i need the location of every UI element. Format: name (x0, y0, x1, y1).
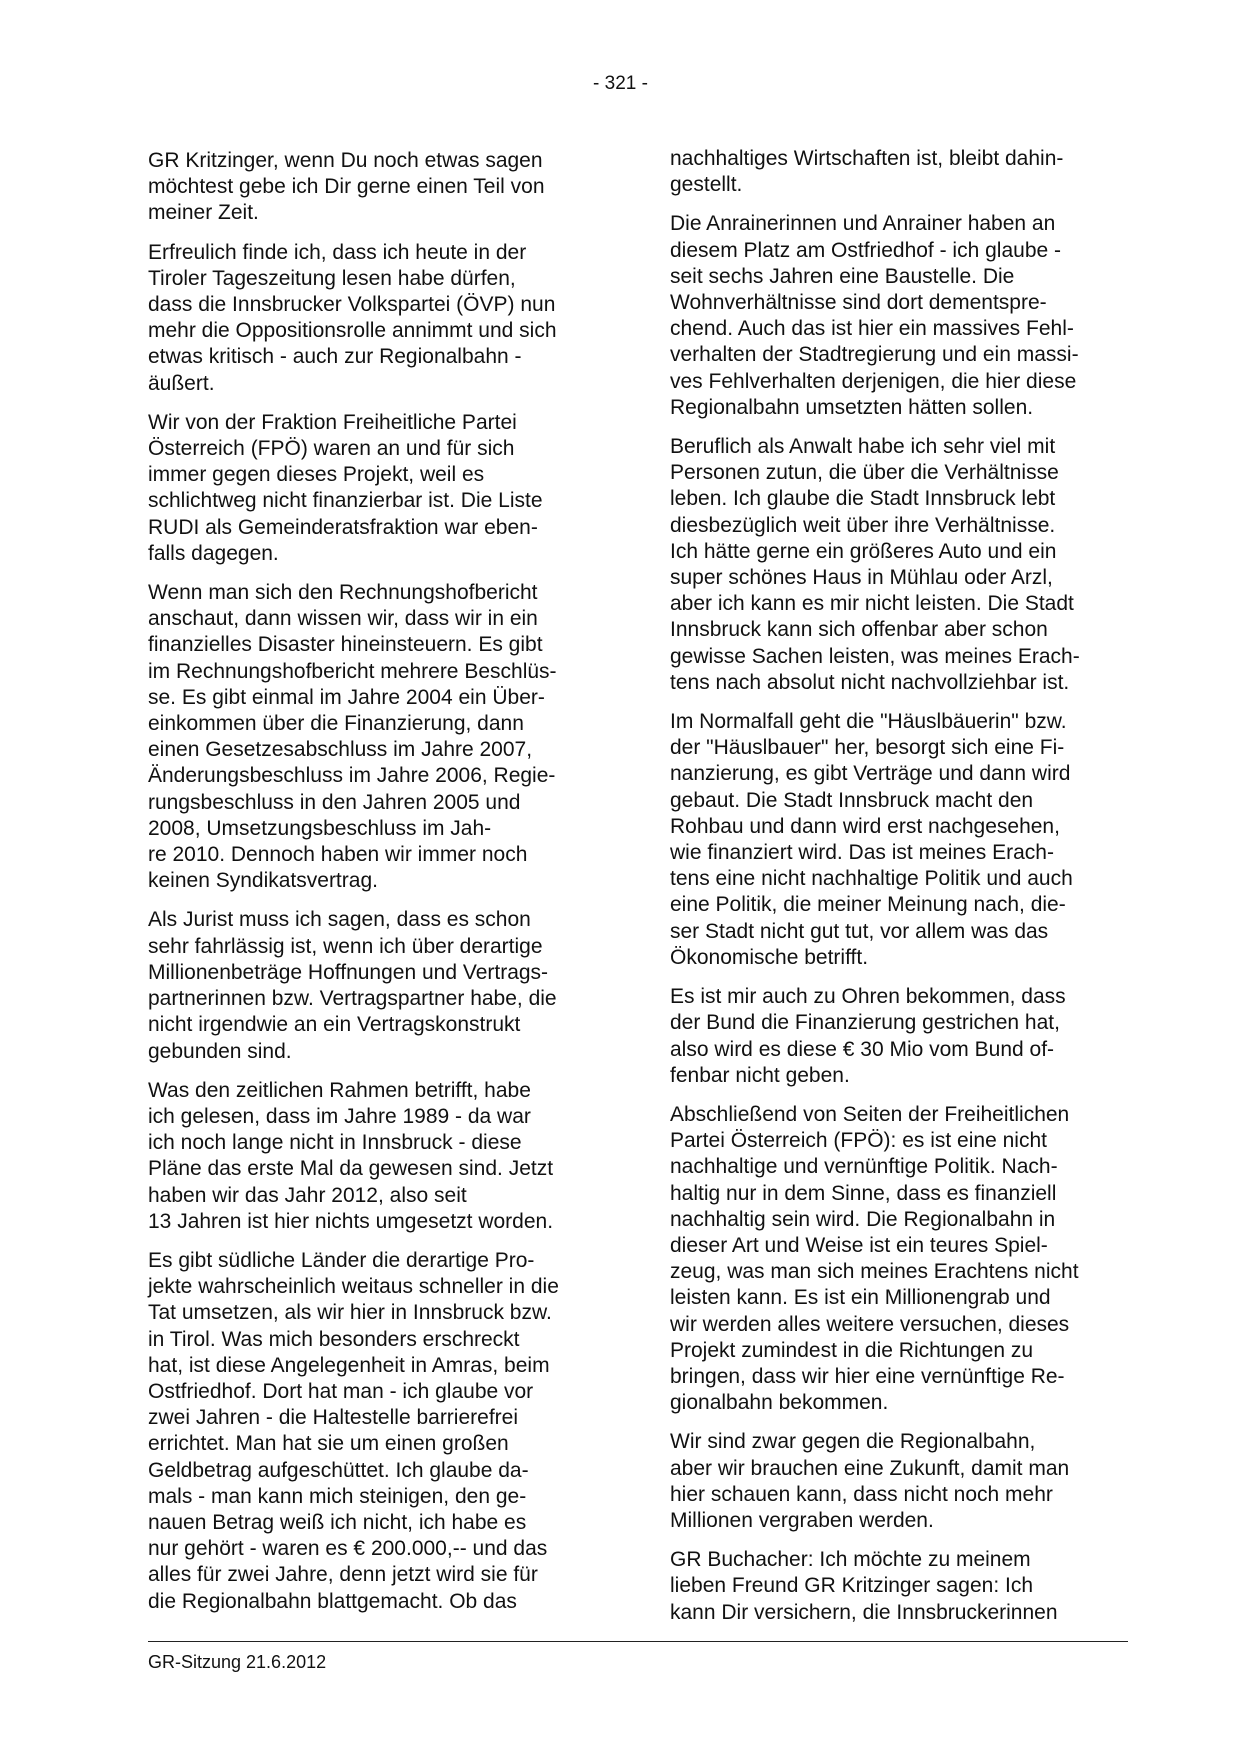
paragraph: Im Normalfall geht die "Häuslbäuerin" bzw. der "Häuslbauer" her, besorgt sich eine Fi- nanzierung, es gibt Verträge und dann wird gebaut. Die Stadt Innsbruck macht den Rohbau und dann wird erst nachgesehen, wie finanziert wird. Das ist meines Erach- tens eine nicht nachhaltige Politik und auch eine Politik, die meiner Meinung nach, die- ser Stadt nicht gut tut, vor allem was das Ökonomische betrifft. (670, 710, 1073, 969)
paragraph: Wenn man sich den Rechnungshofbericht anschaut, dann wissen wir, dass wir in ein finanzielles Disaster hineinsteuern. Es gibt im Rechnungshofbericht mehrere Beschlüs- se. Es gibt einmal im Jahre 2004 ein Über- einkommen über die Finanzierung, dann einen Gesetzesabschluss im Jahre 2007, Änderungsbeschluss im Jahre 2006, Regie- rungsbeschluss in den Jahren 2005 und 2008, Umsetzungsbeschluss im Jah- re 2010. Dennoch haben wir immer noch keinen Syndikatsvertrag. (148, 581, 557, 893)
paragraph: Die Anrainerinnen und Anrainer haben an diesem Platz am Ostfriedhof - ich glaube - seit sechs Jahren eine Baustelle. Die Wohnverhältnisse sind dort dementspre- chend. Auch das ist hier ein massives Fehl- verhalten der Stadtregierung und ein massi- ves Fehlverhalten derjenigen, die hier diese Regionalbahn umsetzten hätten sollen. (670, 212, 1079, 419)
paragraph: Es ist mir auch zu Ohren bekommen, dass der Bund die Finanzierung gestrichen hat, also wird es diese € 30 Mio vom Bund of- fenbar nicht geben. (670, 985, 1066, 1087)
right-column (670, 146, 1128, 1639)
paragraph: Es gibt südliche Länder die derartige Pro- jekte wahrscheinlich weitaus schneller in die Tat umsetzen, als wir hier in Innsbruck bzw. in Tirol. Was mich besonders erschreckt hat, ist diese Angelegenheit in Amras, beim Ostfriedhof. Dort hat man - ich glaube vor zwei Jahren - die Haltestelle barrierefrei errichtet. Man hat sie um einen großen Geldbetrag aufgeschüttet. Ich glaube da- mals - man kann mich steinigen, den ge- nauen Betrag weiß ich nicht, ich habe es nur gehört - waren es € 200.000,-- und das alles für zwei Jahre, denn jetzt wird sie für die Regionalbahn blattgemacht. Ob das (148, 1248, 559, 1613)
left-column (148, 148, 600, 1628)
paragraph: Erfreulich finde ich, dass ich heute in der Tiroler Tageszeitung lesen habe dürfen, dass die Innsbrucker Volkspartei (ÖVP) nun mehr die Oppositionsrolle annimmt und sich etwas kritisch - auch zur Regionalbahn - äußert. (148, 240, 557, 395)
paragraph: GR Buchacher: Ich möchte zu meinem lieben Freund GR Kritzinger sagen: Ich kann Dir versichern, die Innsbruckerinnen (670, 1548, 1058, 1624)
paragraph: Abschließend von Seiten der Freiheitlichen Partei Österreich (FPÖ): es ist eine nicht nachhaltige und vernünftige Politik. Nach- haltig nur in dem Sinne, dass es finanziell nachhaltig sein wird. Die Regionalbahn in dieser Art und Weise ist ein teures Spiel- zeug, was man sich meines Erachtens nicht leisten kann. Es ist ein Millionengrab und wir werden alles weitere versuchen, dieses Projekt zumindest in die Richtungen zu bringen, dass wir hier eine vernünftige Re- gionalbahn bekommen. (670, 1102, 1079, 1415)
paragraph: Als Jurist muss ich sagen, dass es schon sehr fahrlässig ist, wenn ich über derartige Millionenbeträge Hoffnungen und Vertrags- partnerinnen bzw. Vertragspartner habe, die nicht irgendwie an ein Vertragskonstrukt gebunden sind. (148, 908, 557, 1063)
paragraph: nachhaltiges Wirtschaften ist, bleibt dahin- gestellt. (670, 147, 1064, 197)
paragraph: GR Kritzinger, wenn Du noch etwas sagen möchtest gebe ich Dir gerne einen Teil von meiner Zeit. (148, 149, 545, 225)
footer-session-label: GR-Sitzung 21.6.2012 (148, 1652, 327, 1672)
paragraph: Beruflich als Anwalt habe ich sehr viel mit Personen zutun, die über die Verhältnisse leben. Ich glaube die Stadt Innsbruck lebt diesbezüglich weit über ihre Verhältnisse. Ich hätte gerne ein größeres Auto und ein super schönes Haus in Mühlau oder Arzl, aber ich kann es mir nicht leisten. Die Stadt Innsbruck kann sich offenbar aber schon gewisse Sachen leisten, was meines Erach- tens nach absolut nicht nachvollziehbar ist. (670, 435, 1080, 694)
paragraph: Wir sind zwar gegen die Regionalbahn, aber wir brauchen eine Zukunft, damit man hier schauen kann, dass nicht noch mehr Millionen vergraben werden. (670, 1430, 1070, 1532)
paragraph: Wir von der Fraktion Freiheitliche Partei Österreich (FPÖ) waren an und für sich immer gegen dieses Projekt, weil es schlichtweg nicht finanzierbar ist. Die Liste RUDI als Gemeinderatsfraktion war eben- falls dagegen. (148, 410, 543, 565)
page-number: - 321 - (593, 73, 648, 94)
paragraph: Was den zeitlichen Rahmen betrifft, habe ich gelesen, dass im Jahre 1989 - da war ich noch lange nicht in Innsbruck - diese Pläne das erste Mal da gewesen sind. Jetzt haben wir das Jahr 2012, also seit 13 Jahren ist hier nichts umgesetzt worden. (148, 1078, 554, 1233)
footer-divider (148, 1641, 1128, 1642)
